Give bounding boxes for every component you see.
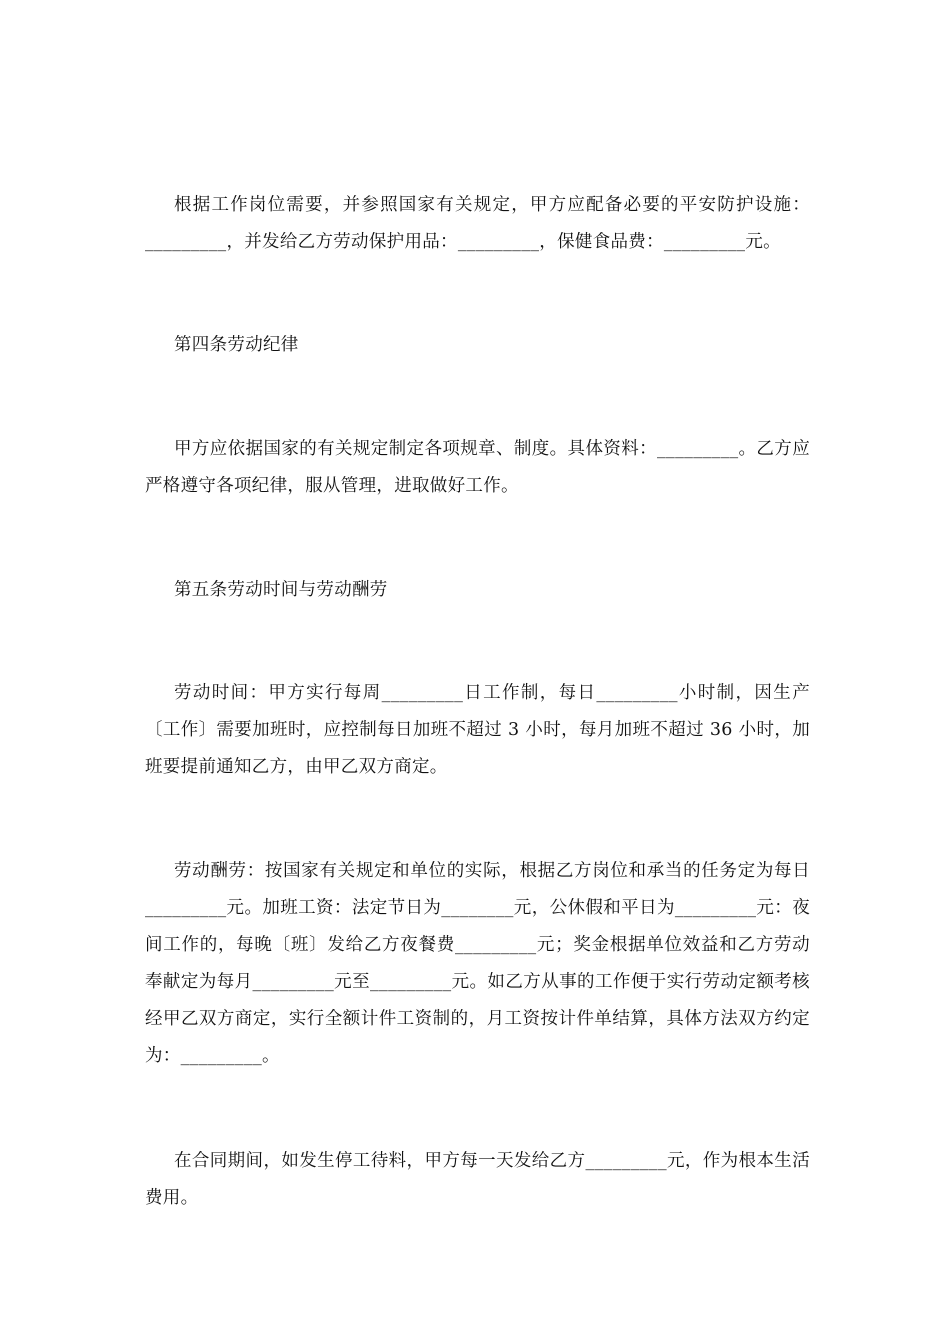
paragraph-downtime-allowance: 在合同期间，如发生停工待料，甲方每一天发给乙方_________元，作为根本生活费用。 [145,1151,810,1208]
paragraph-labor-discipline: 甲方应依据国家的有关规定制定各项规章、制度。具体资料：_________。乙方应严格遵守各项纪律，服从管理，进取做好工作。 [145,439,810,496]
heading-article-4: 第四条劳动纪律 [174,335,299,355]
heading-article-5: 第五条劳动时间与劳动酬劳 [174,580,388,600]
paragraph-remuneration: 劳动酬劳：按国家有关规定和单位的实际，根据乙方岗位和承当的任务定为每日_________元。加班工资：法定节日为________元，公休假和平日为_________元：夜间工作的，每晚〔班〕发给乙方夜餐费_________元；奖金根据单位效益和乙方劳动奉献定为每月_________元至_________元。如乙方从事的工作便于实行劳动定额考核经甲乙双方商定，实行全额计件工资制的，月工资按计件单结算，具体方法双方约定为：_________。 [145,861,810,1066]
paragraph-safety-equipment: 根据工作岗位需要，并参照国家有关规定，甲方应配备必要的平安防护设施：_________，并发给乙方劳动保护用品：_________，保健食品费：_________元。 [145,195,810,252]
paragraph-working-time: 劳动时间：甲方实行每周_________日工作制，每日_________小时制，因生产〔工作〕需要加班时，应控制每日加班不超过 3 小时，每月加班不超过 36 小时，加班要提前通知乙方，由甲乙双方商定。 [145,683,810,777]
